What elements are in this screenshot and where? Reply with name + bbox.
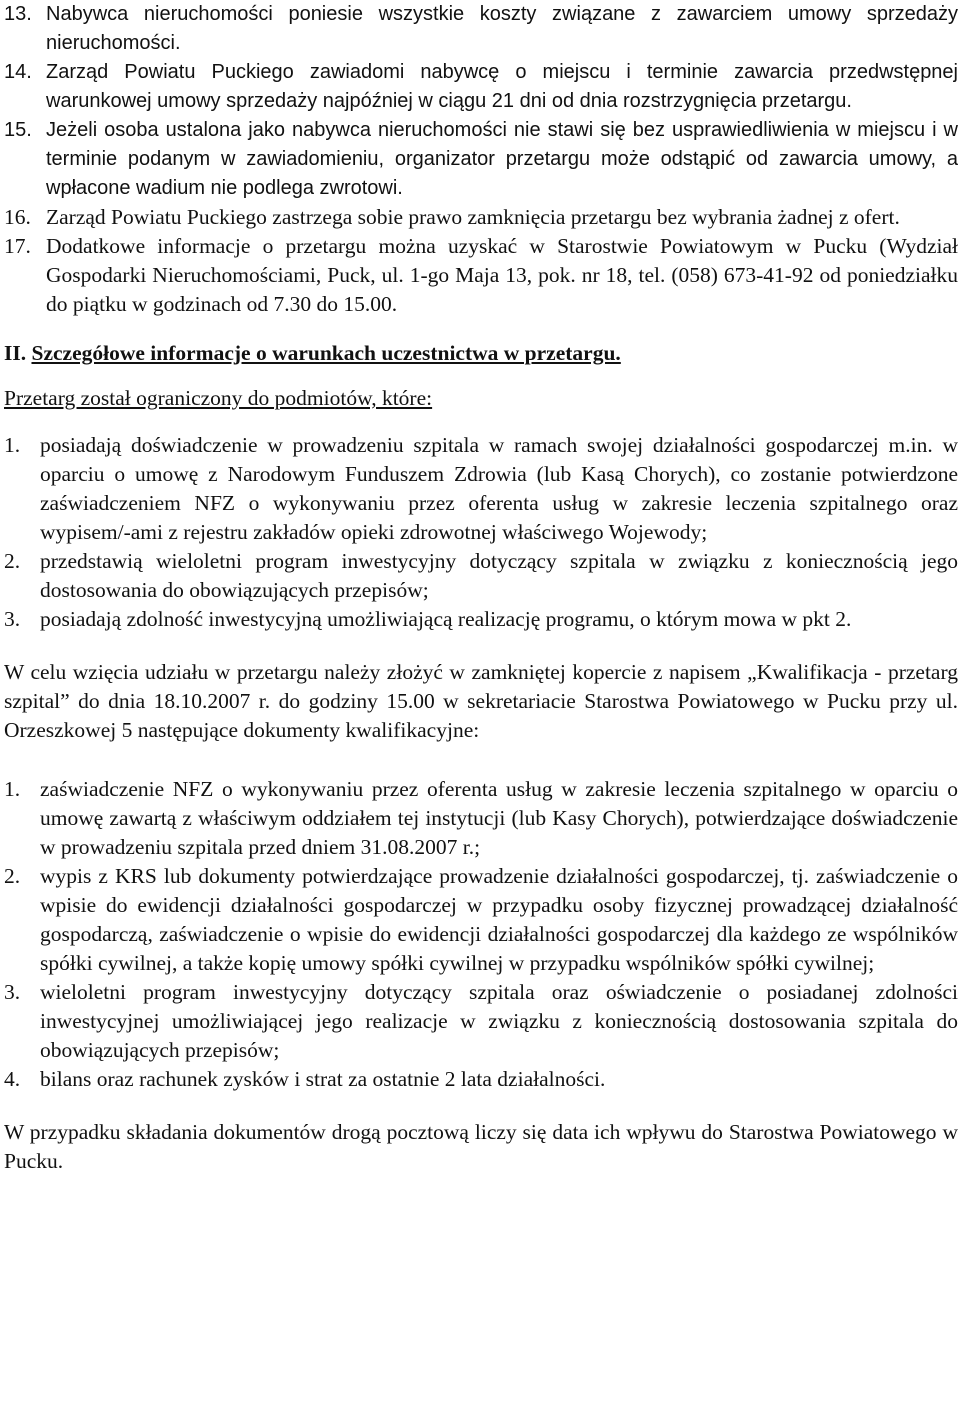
list-item	[4, 1065, 958, 1094]
item-text: Zarząd Powiatu Puckiego zawiadomi nabywcę o miejscu i terminie zawarcia przedwstępnej warunkowej umowy sprzedaży najpóźniej w ciągu 21 dni od dnia rozstrzygnięcia przetargu.	[46, 61, 958, 112]
restriction-intro: Przetarg został ograniczony do podmiotów, które:	[4, 386, 433, 410]
item-number: 15.	[4, 119, 32, 141]
list-item	[4, 547, 958, 605]
item-number: 16.	[4, 205, 31, 229]
item-text: wypis z KRS lub dokumenty potwierdzające prowadzenie działalności gospodarczej, tj. zaświadczenie o wpisie do ewidencji działalności gospodarczej w przypadku osoby fizycznej prowadzącej działalność gospodarczą, zaświadczenie o wpisie do ewidencji działalności gospodarczej dla każdego ze wspólników spółki cywilnej, a także kopię umowy spółki cywilnej w przypadku wspólników spółki cywilnej;	[40, 864, 958, 975]
documents-list	[4, 775, 958, 1094]
list-item	[4, 431, 958, 547]
conditions-list	[4, 431, 958, 634]
list-item	[4, 58, 958, 116]
item-number: 1.	[4, 433, 21, 457]
item-number: 1.	[4, 777, 21, 801]
item-text: Jeżeli osoba ustalona jako nabywca nieruchomości nie stawi się bez usprawiedliwienia w miejscu i w terminie podanym w zawiadomieniu, organizator przetargu może odstąpić od zawarcia umowy, a wpłacone wadium nie podlega zwrotowi.	[46, 119, 958, 199]
section-heading	[4, 339, 958, 368]
item-text: posiadają doświadczenie w prowadzeniu szpitala w ramach swojej działalności gospodarczej m.in. w oparciu o umowę z Narodowym Funduszem Zdrowia (lub Kasą Chorych), co zostanie potwierdzone zaświadczeniem NFZ o wykonywaniu przez oferenta usług w zakresie leczenia szpitalnego oraz wypisem/-ami z rejestru zakładów opieki zdrowotnej właściwego Wojewody;	[40, 433, 958, 544]
list-item	[4, 605, 958, 634]
list-item	[4, 203, 958, 232]
item-number: 3.	[4, 607, 21, 631]
item-number: 3.	[4, 980, 21, 1004]
terms-list	[4, 0, 958, 319]
item-number: 17.	[4, 234, 31, 258]
list-item	[4, 0, 958, 58]
closing-paragraph: W przypadku składania dokumentów drogą pocztową liczy się data ich wpływu do Starostwa Powiatowego w Pucku.	[4, 1120, 958, 1173]
section-number: II.	[4, 341, 27, 365]
list-item	[4, 116, 958, 203]
item-text: Nabywca nieruchomości poniesie wszystkie koszty związane z zawarciem umowy sprzedaży nieruchomości.	[46, 3, 958, 54]
item-text: wieloletni program inwestycyjny dotyczący szpitala oraz oświadczenie o posiadanej zdolności inwestycyjnej umożliwiającej jego realizacje w związku z koniecznością dostosowania szpitala do obowiązujących przepisów;	[40, 980, 958, 1062]
section-title: Szczegółowe informacje o warunkach uczestnictwa w przetargu.	[31, 341, 621, 365]
item-number: 2.	[4, 864, 21, 888]
submission-paragraph: W celu wzięcia udziału w przetargu należy złożyć w zamkniętej kopercie z napisem „Kwalifikacja - przetarg szpital” do dnia 18.10.2007 r. do godziny 15.00 w sekretariacie Starostwa Powiatowego w Pucku przy ul. Orzeszkowej 5 następujące dokumenty kwalifikacyjne:	[4, 660, 958, 742]
item-number: 13.	[4, 3, 32, 25]
item-text: zaświadczenie NFZ o wykonywaniu przez oferenta usług w zakresie leczenia szpitalnego w oparciu o umowę zawartą z właściwym oddziałem tej instytucji (lub Kasy Chorych), potwierdzające doświadczenie w prowadzeniu szpitala przed dniem 31.08.2007 r.;	[40, 777, 958, 859]
item-number: 14.	[4, 61, 32, 83]
list-item	[4, 862, 958, 978]
list-item	[4, 775, 958, 862]
item-text: Zarząd Powiatu Puckiego zastrzega sobie prawo zamknięcia przetargu bez wybrania żadnej z ofert.	[46, 205, 900, 229]
item-number: 2.	[4, 549, 21, 573]
item-number: 4.	[4, 1067, 21, 1091]
item-text: bilans oraz rachunek zysków i strat za ostatnie 2 lata działalności.	[40, 1067, 606, 1091]
item-text: posiadają zdolność inwestycyjną umożliwiającą realizację programu, o którym mowa w pkt 2.	[40, 607, 852, 631]
item-text: przedstawią wieloletni program inwestycyjny dotyczący szpitala w związku z koniecznością jego dostosowania do obowiązujących przepisów;	[40, 549, 958, 602]
list-item	[4, 978, 958, 1065]
list-item	[4, 232, 958, 319]
item-text: Dodatkowe informacje o przetargu można uzyskać w Starostwie Powiatowym w Pucku (Wydział Gospodarki Nieruchomościami, Puck, ul. 1-go Maja 13, pok. nr 18, tel. (058) 673-41-92 od poniedziałku do piątku w godzinach od 7.30 do 15.00.	[46, 234, 958, 316]
